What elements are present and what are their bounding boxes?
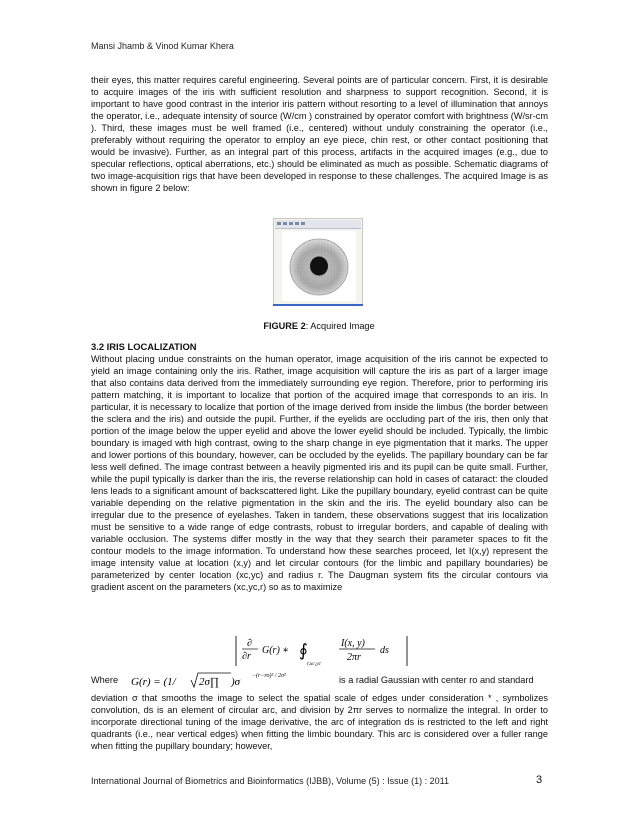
figure-window-toolbar [275, 220, 361, 229]
gauss-exponent: −(r−ro)² / 2σ² [252, 673, 286, 679]
gauss-sqrt-content: 2σ∏ [199, 676, 219, 688]
eq-g-of-r: G(r) ∗ [262, 645, 290, 656]
toolbar-button-icon [277, 222, 281, 225]
eq-ds: ds [380, 645, 389, 656]
body-paragraph-1: their eyes, this matter requires careful engineering. Several points are of particular concern. First, it is desirable to acquire images of the iris with sufficient resolution and sharpness to support recognition. Second, it is important to have good contrast in the interior iris pattern without resorting to a level of illumination that annoys the operator, i.e., adequate intensity of source (W/cm ) constrained by operator comfort with brightness (W/sr-cm ). Third, these images must be well framed (i.e., centered) without unduly constraining the operator (i.e., preferably without requiring the operator to employ an eye piece, chin rest, or other contact positioning that would be invasive). Further, as an integral part of this process, artifacts in the acquired images (e.g., due to specular reflections, optical aberrations, etc.) should be eliminated as much as possible. Schematic diagrams of two image-acquisition rigs that have been developed in response to these challenges. The acquired Image is as shown in figure 2 below: [91, 75, 549, 193]
iris-image [282, 231, 356, 301]
figure-caption [0, 321, 638, 331]
toolbar-button-icon [301, 222, 305, 225]
pupil [310, 257, 328, 276]
body-paragraph-3: deviation σ that smooths the image to select the spatial scale of edges under consideration * , symbolizes convolution, ds is an element of circular arc, and division by 2πr serves to normalize the integral. In order to incorporate directional tuning of the image derivative, the arc of integration ds is restricted to the left and right quadrants (i.e., near vertical edges) when fitting the limbic boundary. This arc is considered over a fuller range when fitting the pupillary boundary; however, [91, 693, 548, 751]
eq-partial-num: ∂ [247, 638, 252, 649]
toolbar-button-icon [283, 222, 287, 225]
eq-frac-num: I(x, y) [341, 638, 365, 649]
eq-frac-den: 2πr [347, 652, 361, 663]
where-description: is a radial Gaussian with center ro and standard [339, 675, 534, 685]
gaussian-formula [131, 669, 319, 691]
eq-contour-integral: ∮ [299, 641, 308, 660]
figure-underline [273, 304, 363, 306]
toolbar-button-icon [289, 222, 293, 225]
eq-contour-sub: r,xc,yc [307, 661, 322, 667]
running-header-authors: Mansi Jhamb & Vinod Kumar Khera [91, 41, 234, 51]
section-heading: 3.2 IRIS LOCALIZATION [91, 341, 197, 352]
figure-label: FIGURE 2 [263, 321, 306, 331]
body-paragraph-2: Without placing undue constraints on the human operator, image acquisition of the iris cannot be expected to yield an image containing only the iris. Rather, image acquisition will capture the iris as part of a larger image that also contains data derived from the immediately surrounding eye region. Therefore, prior to performing iris pattern matching, it is important to localize that portion of the acquired image that corresponds to an iris. In particular, it is necessary to localize that portion of the image derived from inside the limbus (the border between the sclera and the iris) and outside the pupil. Further, if the eyelids are occluding part of the iris, then only that portion of the image below the upper eyelid and above the lower eyelid should be included. Typically, the limbic boundary is imaged with high contrast, owing to the sharp change in eye pigmentation that it marks. The upper and lower portions of this boundary, however, can be occluded by the eyelids. The papillary boundary can be far less well defined. The image contrast between a heavily pigmented iris and its pupil can be quite small. Further, while the pupil typically is darker than the iris, the reverse relationship can hold in cases of cataract: the clouded lens leads to a significant amount of backscattered light. Like the pupillary boundary, eyelid contrast can be quite variable depending on the relative pigmentation in the skin and the iris. The eyelid boundary also can be irregular due to the presence of eyelashes. Taken in tandem, these observations suggest that iris localization must be sensitive to a wide range of edge contrasts, robust to irregular borders, and capable of dealing with variable occlusion. The systems differ mostly in the way that they search their parameter spaces to fit the contour models to the image information. To understand how these searches proceed, let I(x,y) represent the image intensity value at location (x,y) and let circular contours (for the limbic and papillary boundaries) be parameterized by center location (xc,yc) and radius r. The Daugman system fits the circular contours via gradient ascent on the parameters (xc,yc,r) so as to maximize [91, 354, 548, 592]
where-line [91, 669, 548, 691]
figure-2-acquired-image [273, 218, 363, 306]
maximization-equation [233, 634, 411, 668]
gauss-rhs: )σ [231, 676, 241, 688]
page-number: 3 [536, 774, 543, 786]
gauss-lhs: G(r) = (1/ [131, 676, 176, 688]
where-word: Where [91, 675, 119, 685]
toolbar-button-icon [295, 222, 299, 225]
eq-partial-den: ∂r [242, 651, 251, 662]
footer-journal: International Journal of Biometrics and Bioinformatics (IJBB), Volume (5) : Issue (1) : 2011 [91, 776, 449, 786]
figure-caption-text: : Acquired Image [305, 321, 375, 331]
